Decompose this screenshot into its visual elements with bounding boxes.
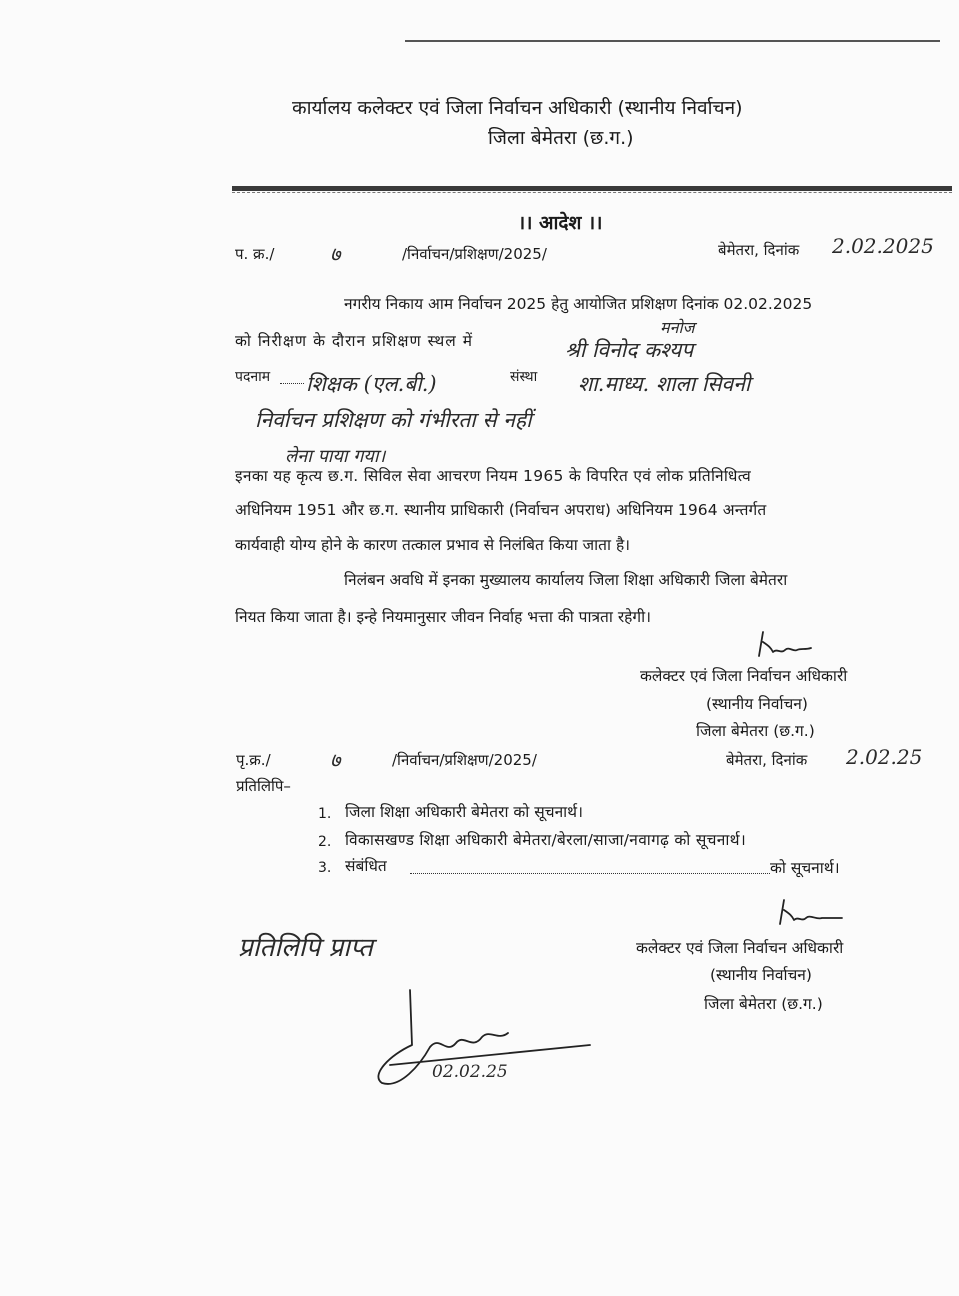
copy-item-1: जिला शिक्षा अधिकारी बेमेतरा को सूचनार्थ। bbox=[345, 803, 583, 821]
sig1-designation: कलेक्टर एवं जिला निर्वाचन अधिकारी bbox=[640, 667, 848, 685]
date-handwritten: 2.02.2025 bbox=[832, 234, 934, 258]
name-correction-handwritten: मनोज bbox=[660, 318, 695, 337]
sig1-election: (स्थानीय निर्वाचन) bbox=[706, 695, 808, 713]
designation-label: पदनाम bbox=[235, 369, 271, 385]
signature-1 bbox=[755, 628, 815, 664]
endorsement-ref-suffix: /निर्वाचन/प्रशिक्षण/2025/ bbox=[392, 751, 537, 769]
name-handwritten: श्री विनोद कश्यप bbox=[565, 338, 694, 362]
handwritten-remark-line1: निर्वाचन प्रशिक्षण को गंभीरता से नहीं bbox=[255, 408, 532, 432]
header-rule bbox=[232, 186, 952, 191]
order-title: ।। आदेश ।। bbox=[518, 212, 603, 234]
ref-suffix: /निर्वाचन/प्रशिक्षण/2025/ bbox=[402, 245, 547, 263]
office-title-line2: जिला बेमेतरा (छ.ग.) bbox=[488, 127, 634, 149]
ref-number-handwritten: ७ bbox=[330, 242, 341, 266]
header-rule-dashed bbox=[232, 192, 952, 193]
place-date-label: बेमेतरा, दिनांक bbox=[718, 241, 800, 259]
para2-line3: कार्यवाही योग्य होने के कारण तत्काल प्रभाव से निलंबित किया जाता है। bbox=[235, 536, 631, 554]
top-rule bbox=[405, 40, 940, 42]
para3-line1: निलंबन अवधि में इनका मुख्यालय कार्यालय जिला शिक्षा अधिकारी जिला बेमेतरा bbox=[344, 571, 788, 589]
copy-label: प्रतिलिपि– bbox=[236, 777, 291, 795]
endorsement-date-handwritten: 2.02.25 bbox=[846, 745, 923, 769]
para3-line2: नियत किया जाता है। इन्हे नियमानुसार जीवन निर्वाह भत्ता की पात्रता रहेगी। bbox=[235, 608, 651, 626]
copy-item-3-suffix: को सूचनार्थ। bbox=[770, 859, 840, 877]
ref-prefix: प. क्र./ bbox=[235, 245, 275, 263]
receipt-handwritten-date: 02.02.25 bbox=[432, 1062, 508, 1082]
sig2-election: (स्थानीय निर्वाचन) bbox=[710, 966, 812, 984]
copy-item-number: 1. bbox=[318, 806, 332, 822]
designation-handwritten: शिक्षक (एल.बी.) bbox=[306, 372, 437, 396]
endorsement-ref-prefix: पृ.क्र./ bbox=[236, 751, 271, 769]
sig2-district: जिला बेमेतरा (छ.ग.) bbox=[704, 995, 823, 1013]
designation-dots bbox=[280, 383, 304, 384]
copy-item-number: 2. bbox=[318, 834, 332, 850]
sig1-district: जिला बेमेतरा (छ.ग.) bbox=[696, 722, 815, 740]
para1-line2: को निरीक्षण के दौरान प्रशिक्षण स्थल में bbox=[235, 332, 473, 350]
endorsement-place-date-label: बेमेतरा, दिनांक bbox=[726, 751, 808, 769]
handwritten-remark-line2: लेना पाया गया। bbox=[285, 446, 386, 467]
endorsement-ref-number-handwritten: ७ bbox=[330, 748, 341, 772]
signature-2 bbox=[776, 896, 846, 930]
copy-item-3: संबंधित bbox=[345, 857, 387, 875]
para2-line2: अधिनियम 1951 और छ.ग. स्थानीय प्राधिकारी (निर्वाचन अपराध) अधिनियम 1964 अन्तर्गत bbox=[235, 501, 767, 519]
copy-item-number: 3. bbox=[318, 860, 332, 876]
office-title-line1: कार्यालय कलेक्टर एवं जिला निर्वाचन अधिकारी (स्थानीय निर्वाचन) bbox=[292, 97, 743, 119]
copy-item-2: विकासखण्ड शिक्षा अधिकारी बेमेतरा/बेरला/साजा/नवागढ़ को सूचनार्थ। bbox=[345, 831, 747, 849]
receipt-handwritten-label: प्रतिलिपि प्राप्त bbox=[238, 933, 373, 963]
sig2-designation: कलेक्टर एवं जिला निर्वाचन अधिकारी bbox=[636, 939, 844, 957]
institution-handwritten: शा.माध्य. शाला सिवनी bbox=[578, 372, 751, 396]
institution-label: संस्था bbox=[510, 369, 538, 385]
para1-line1: नगरीय निकाय आम निर्वाचन 2025 हेतु आयोजित प्रशिक्षण दिनांक 02.02.2025 bbox=[344, 295, 813, 313]
copy-item-3-blank bbox=[410, 873, 770, 874]
para2-line1: इनका यह कृत्य छ.ग. सिविल सेवा आचरण नियम 1965 के विपरित एवं लोक प्रतिनिधित्व bbox=[235, 467, 752, 485]
